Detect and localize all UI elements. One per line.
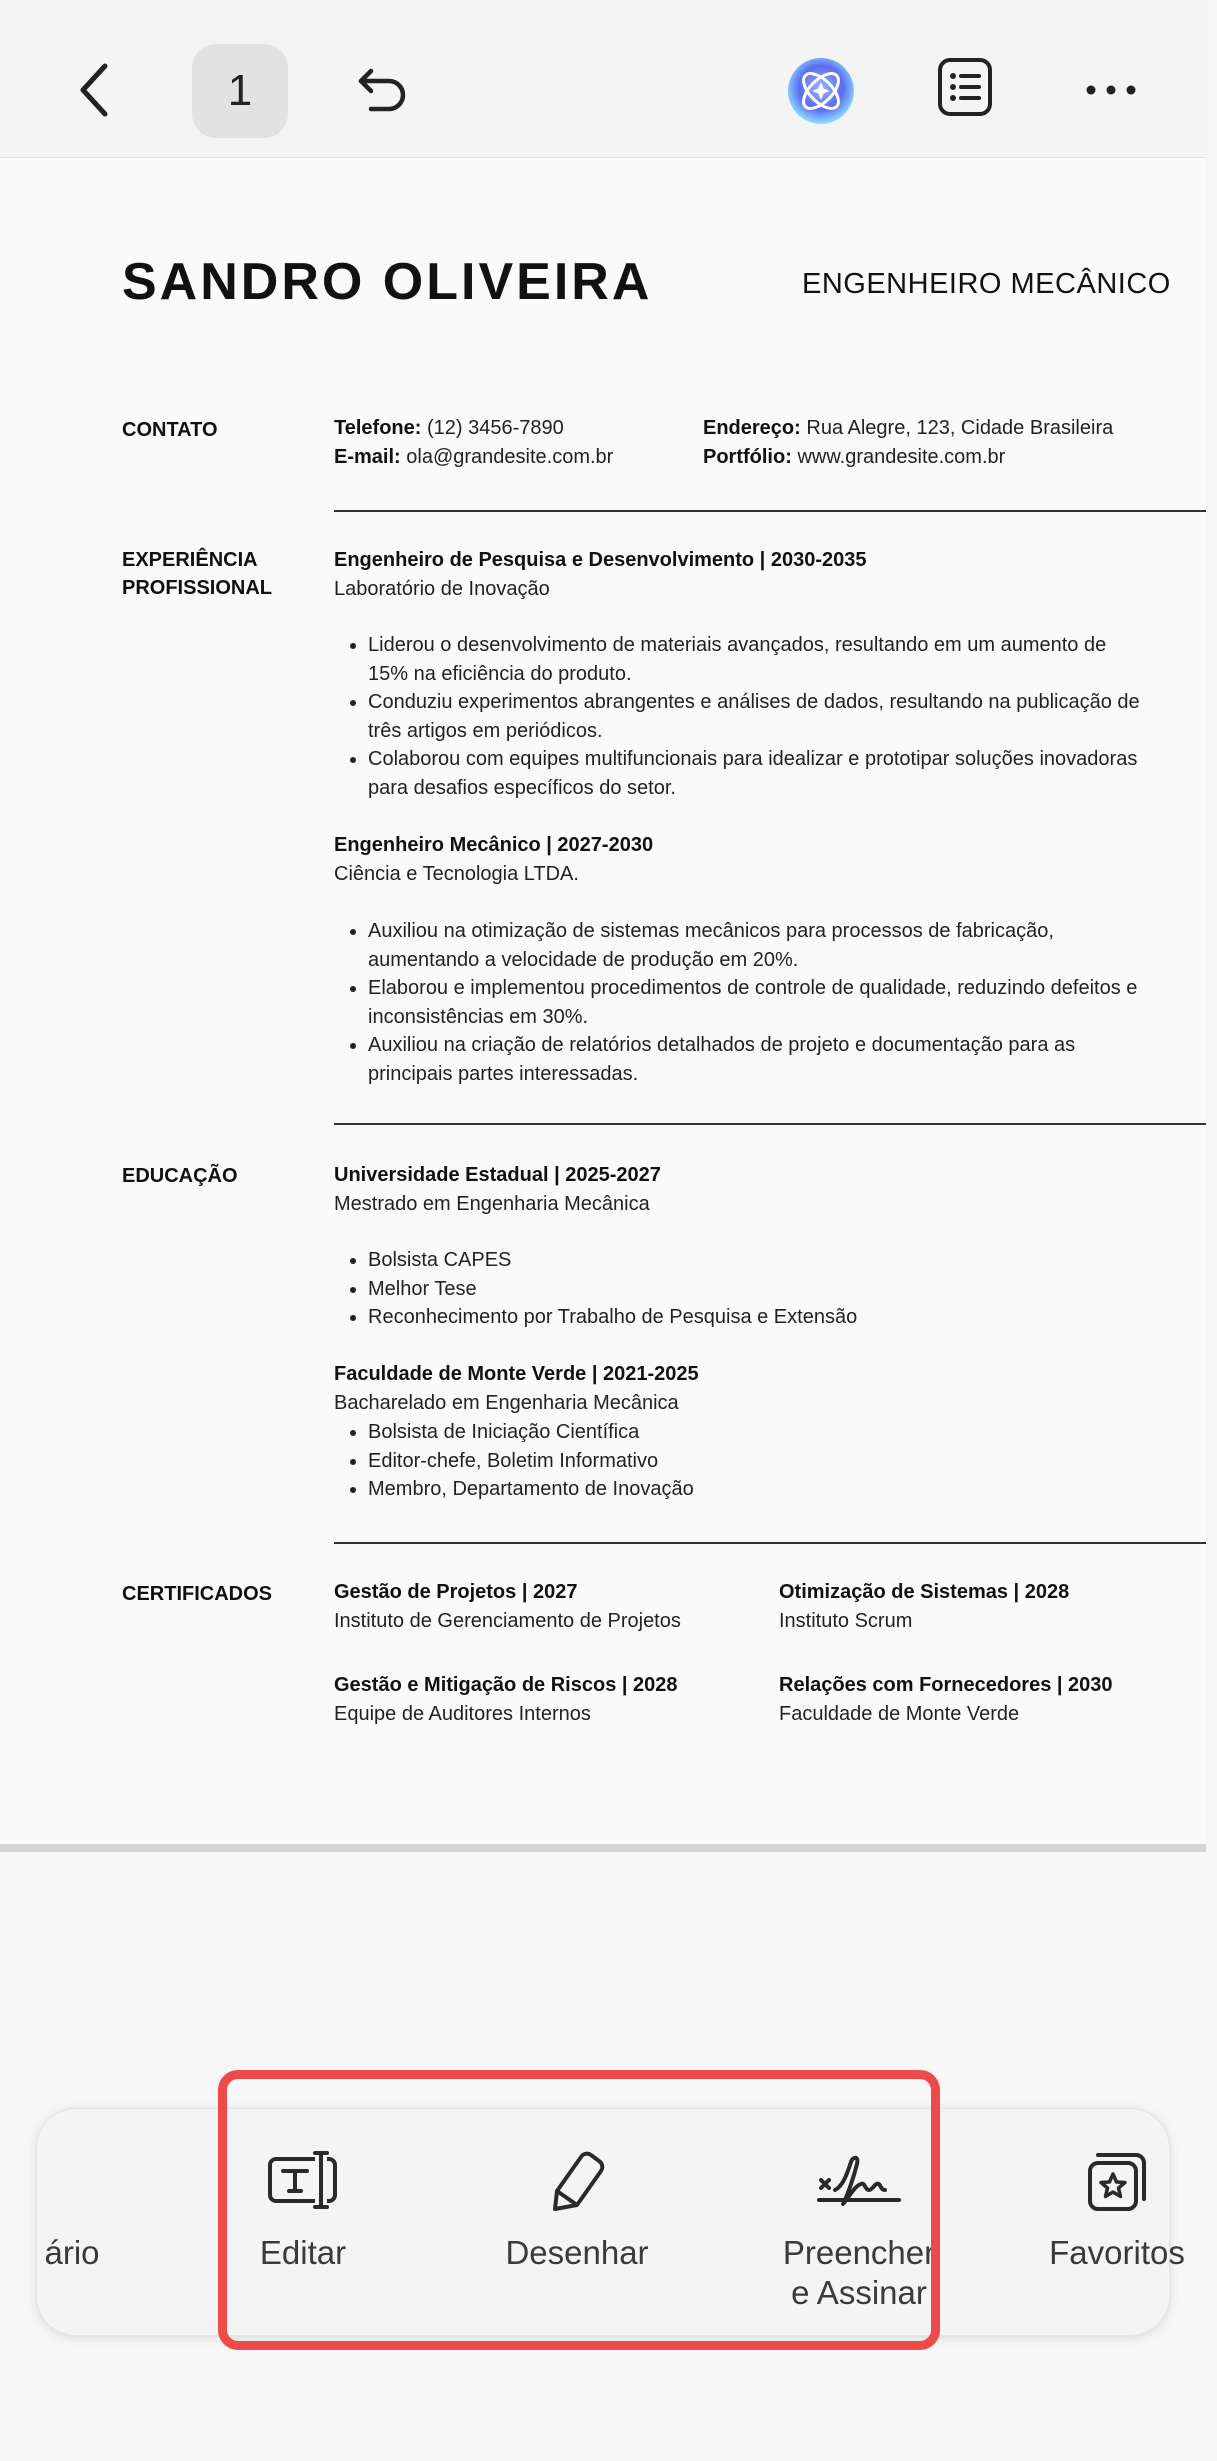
- certificates-section-label: CERTIFICADOS: [122, 1583, 272, 1605]
- top-bar: [0, 0, 1206, 158]
- portfolio-value: www.grandesite.com.br: [797, 446, 1006, 468]
- section-divider: [334, 1542, 1206, 1544]
- resume-job-title: ENGENHEIRO MECÂNICO: [802, 268, 1171, 300]
- favorites-icon: [1084, 2147, 1150, 2213]
- resume-name: SANDRO OLIVEIRA: [122, 253, 653, 311]
- list-item: • Membro, Departamento de Inovação: [368, 1475, 1148, 1504]
- portfolio-label: Portfólio:: [703, 446, 792, 468]
- undo-icon: [355, 65, 411, 115]
- list-item: • Auxiliou na otimização de sistemas mecânicos para processos de fabricação, aumentando a velocidade de produção em 20%.: [368, 917, 1148, 974]
- school-bullets: [334, 1418, 1148, 1504]
- address-label: Endereço:: [703, 417, 801, 439]
- contact-address: [703, 414, 1113, 442]
- back-button[interactable]: [60, 55, 130, 125]
- list-item: • Bolsista de Iniciação Científica: [368, 1418, 1148, 1447]
- list-item: • Bolsista CAPES: [368, 1246, 1148, 1275]
- certificate-issuer: Instituto Scrum: [779, 1610, 913, 1632]
- tool-label: ário: [44, 2234, 100, 2271]
- list-item: • Auxiliou na criação de relatórios detalhados de projeto e documentação para as principais partes interessadas.: [368, 1031, 1148, 1088]
- tool-label: Favoritos: [1049, 2234, 1185, 2271]
- job-org: Ciência e Tecnologia LTDA.: [334, 863, 579, 885]
- ai-assistant-button[interactable]: [782, 52, 860, 130]
- list-item: • Colaborou com equipes multifuncionais para idealizar e prototipar soluções inovadoras para desafios específicos do setor.: [368, 745, 1148, 802]
- highlight-box: [218, 2070, 940, 2350]
- tool-label: Desenhar: [505, 2234, 649, 2271]
- list-item: • Elaborou e implementou procedimentos de controle de qualidade, reduzindo defeitos e inconsistências em 30%.: [368, 974, 1148, 1031]
- tool-favorites[interactable]: [1017, 2109, 1217, 2335]
- school-bullets: [334, 1246, 1148, 1332]
- page-divider: [0, 1844, 1206, 1852]
- more-button[interactable]: [1076, 55, 1146, 125]
- list-icon: [937, 57, 993, 117]
- job-bullets: [334, 917, 1148, 1088]
- job-bullets: [334, 631, 1148, 802]
- phone-value: (12) 3456-7890: [426, 417, 564, 439]
- tool-label-line1: Preencher: [782, 2234, 936, 2271]
- certificate-issuer: Equipe de Auditores Internos: [334, 1703, 591, 1725]
- email-label: E-mail:: [334, 446, 401, 468]
- certificate-title: Otimização de Sistemas | 2028: [779, 1581, 1070, 1603]
- job-title: Engenheiro de Pesquisa e Desenvolvimento | 2030-2035: [334, 549, 867, 571]
- tool-label: Editar: [259, 2234, 347, 2271]
- section-divider: [334, 1123, 1206, 1125]
- list-item: • Editor-chefe, Boletim Informativo: [368, 1447, 1148, 1476]
- outline-button[interactable]: [930, 52, 1000, 122]
- education-section-label: EDUCAÇÃO: [122, 1165, 238, 1187]
- certificate-issuer: Instituto de Gerenciamento de Projetos: [334, 1610, 681, 1632]
- page-number-button[interactable]: [192, 44, 288, 138]
- experience-label-line2: PROFISSIONAL: [122, 577, 273, 599]
- list-item: • Reconhecimento por Trabalho de Pesquisa e Extensão: [368, 1303, 1148, 1332]
- job-org: Laboratório de Inovação: [334, 578, 550, 600]
- tool-label-line2: e Assinar: [791, 2274, 927, 2311]
- section-divider: [334, 510, 1206, 512]
- email-value: ola@grandesite.com.br: [406, 446, 614, 468]
- school-degree: Bacharelado em Engenharia Mecânica: [334, 1392, 679, 1414]
- phone-label: Telefone:: [334, 417, 422, 439]
- tool-comment[interactable]: [7, 2109, 137, 2335]
- certificate-issuer: Faculdade de Monte Verde: [779, 1703, 1020, 1725]
- certificate-title: Relações com Fornecedores | 2030: [779, 1674, 1113, 1696]
- contact-section-label: CONTATO: [122, 419, 218, 441]
- undo-button[interactable]: [348, 55, 418, 125]
- contact-portfolio: [703, 443, 1005, 471]
- contact-phone: [334, 414, 564, 442]
- school-degree: Mestrado em Engenharia Mecânica: [334, 1193, 650, 1215]
- certificate-title: Gestão de Projetos | 2027: [334, 1581, 578, 1603]
- school-title: Faculdade de Monte Verde | 2021-2025: [334, 1363, 699, 1385]
- school-title: Universidade Estadual | 2025-2027: [334, 1164, 661, 1186]
- list-item: • Liderou o desenvolvimento de materiais avançados, resultando em um aumento de 15% na eficiência do produto.: [368, 631, 1148, 688]
- certificate-title: Gestão e Mitigação de Riscos | 2028: [334, 1674, 678, 1696]
- more-horizontal-icon: [1083, 82, 1139, 98]
- address-value: Rua Alegre, 123, Cidade Brasileira: [806, 417, 1114, 439]
- list-item: • Melhor Tese: [368, 1275, 1148, 1304]
- list-item: • Conduziu experimentos abrangentes e análises de dados, resultando na publicação de três artigos em periódicos.: [368, 688, 1148, 745]
- page-number: 1: [227, 66, 253, 115]
- ai-assistant-icon: [782, 52, 860, 130]
- job-title: Engenheiro Mecânico | 2027-2030: [334, 834, 654, 856]
- contact-email: [334, 443, 613, 471]
- experience-label-line1: EXPERIÊNCIA: [122, 549, 258, 571]
- chevron-left-icon: [75, 60, 115, 120]
- experience-section-label: [122, 546, 272, 602]
